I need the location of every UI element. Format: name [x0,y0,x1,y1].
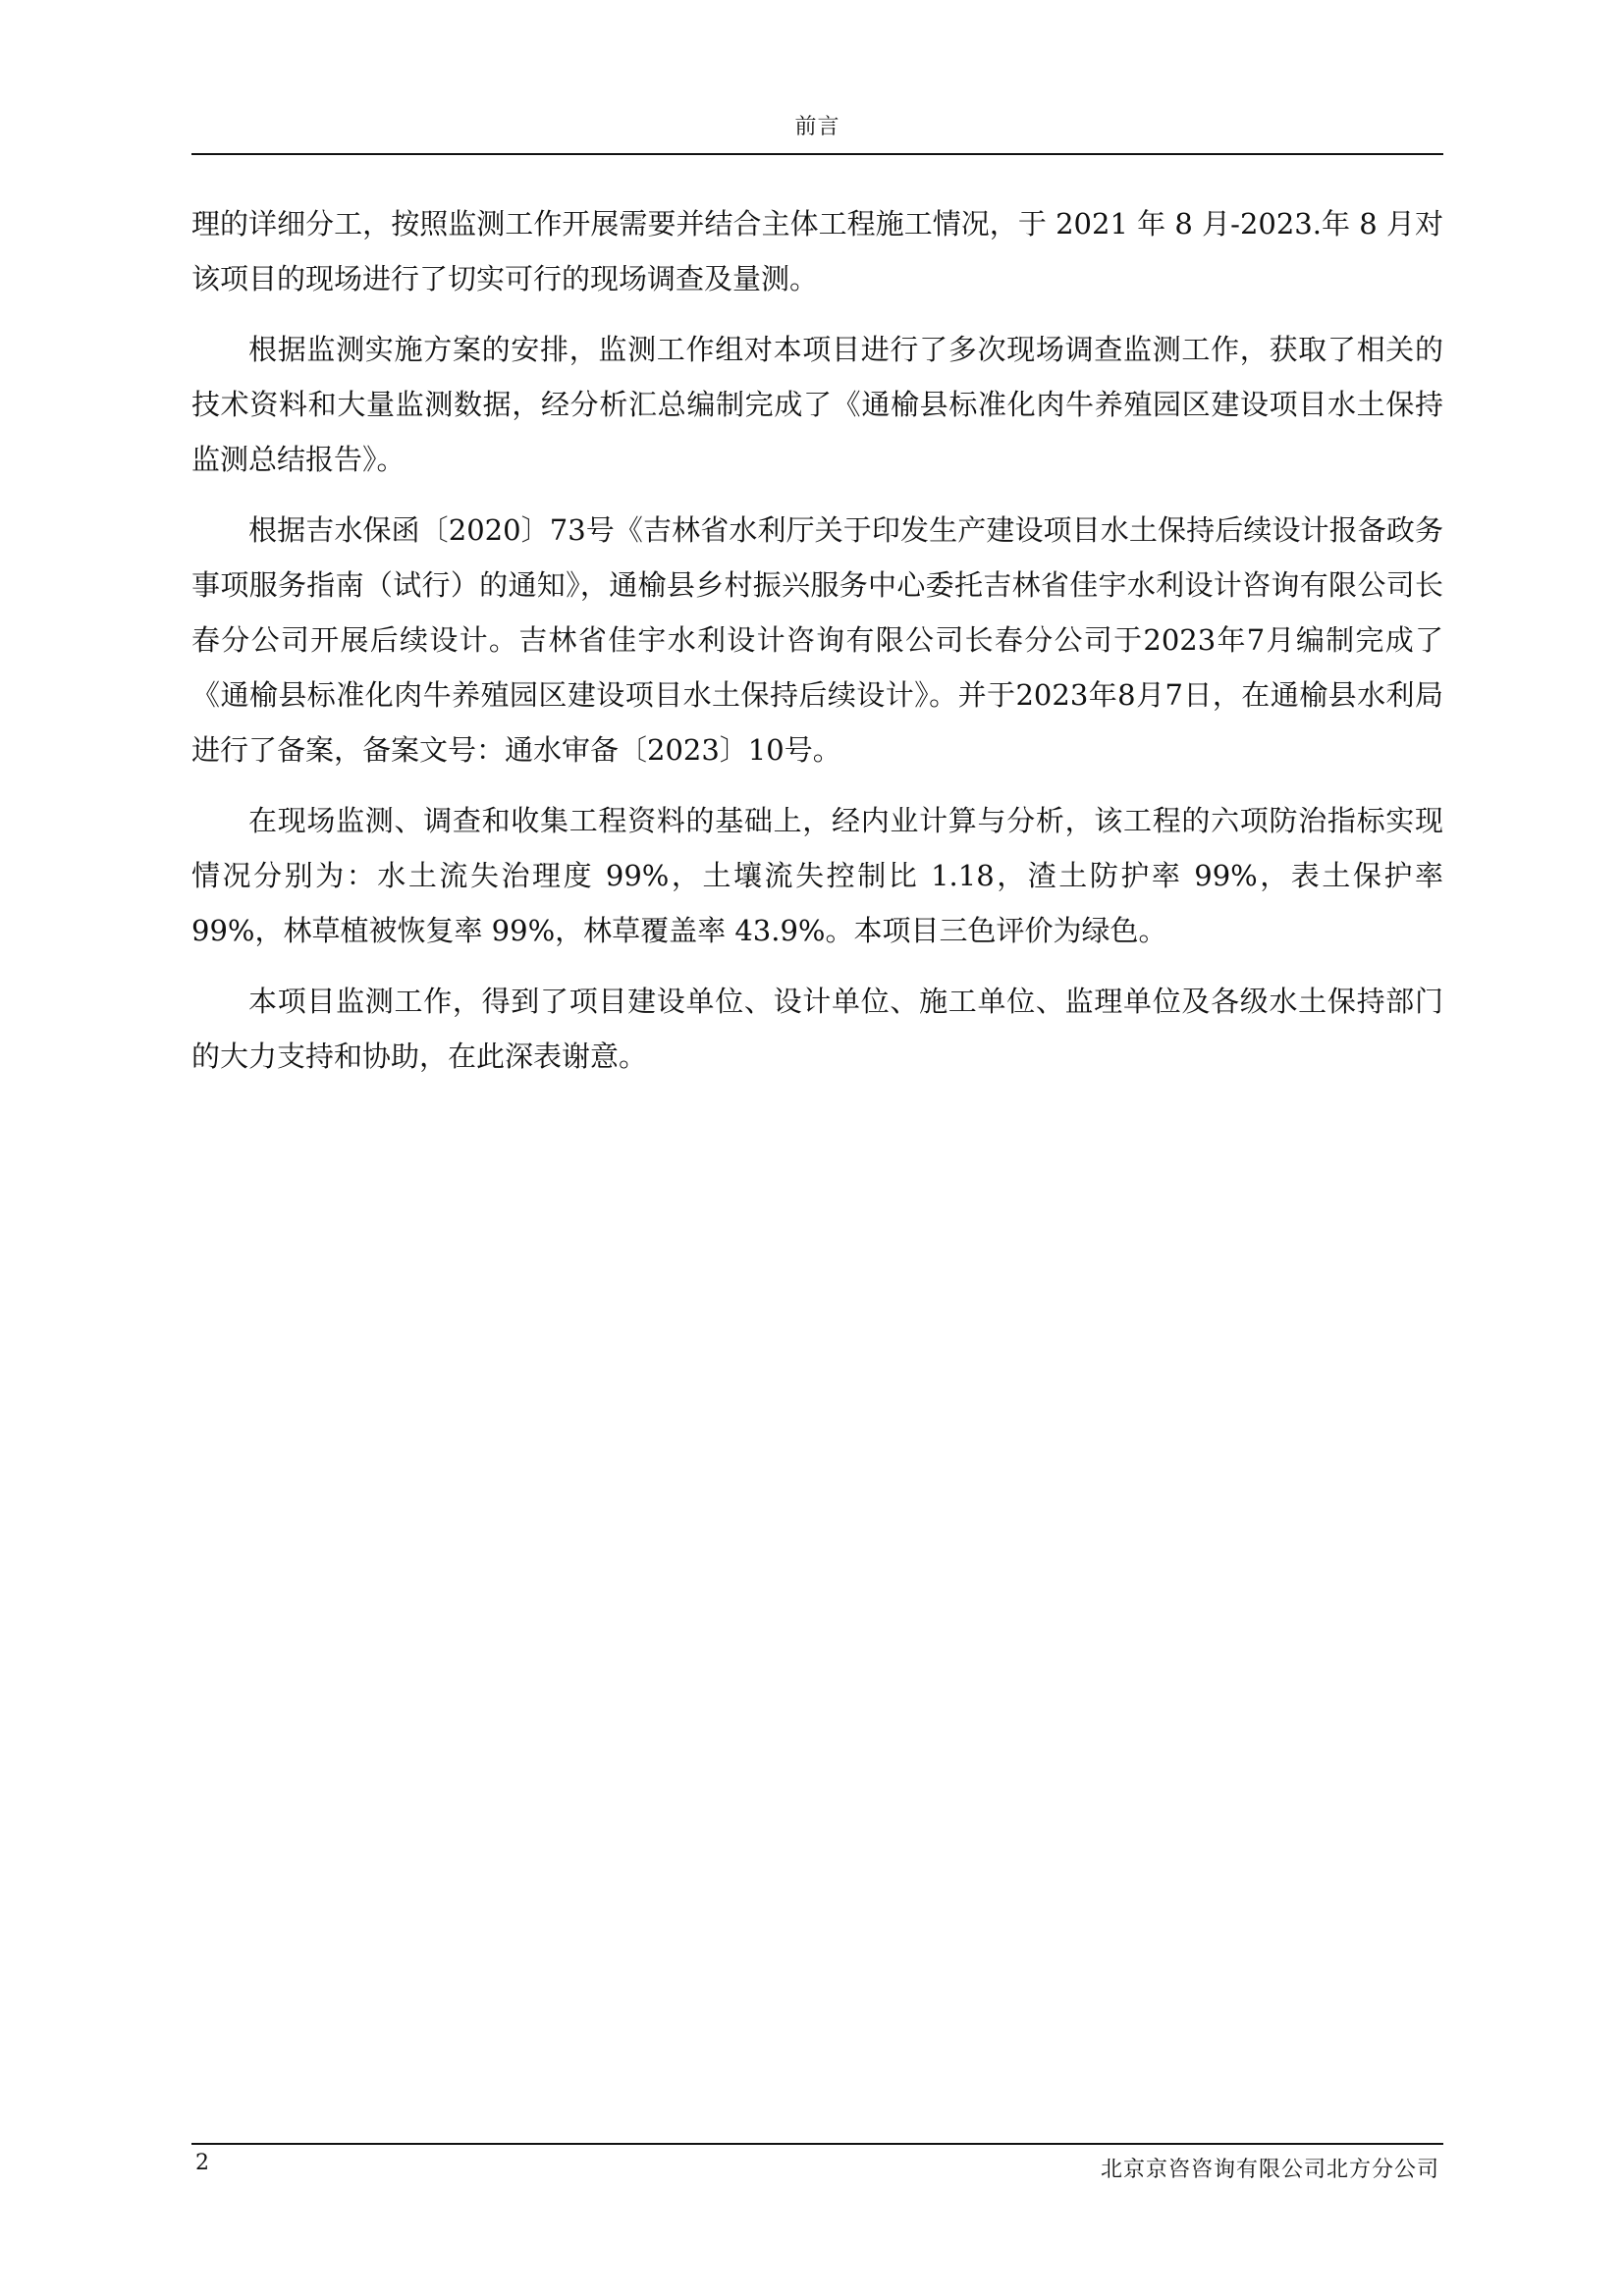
paragraph-acknowledgements: 本项目监测工作，得到了项目建设单位、设计单位、施工单位、监理单位及各级水土保持部门的大力支持和协助，在此深表谢意。 [191,985,1443,1073]
paragraph-continuation: 理的详细分工，按照监测工作开展需要并结合主体工程施工情况，于 2021 年 8 月-2023.年 8 月对该项目的现场进行了切实可行的现场调查及量测。 [191,207,1443,295]
body-text [191,196,1443,1099]
page-footer [191,2143,1443,2184]
paragraph-prevention-indicators: 在现场监测、调查和收集工程资料的基础上，经内业计算与分析，该工程的六项防治指标实现情况分别为：水土流失治理度 99%，土壤流失控制比 1.18，渣土防护率 99%，表土保护率 99%，林草植被恢复率 99%，林草覆盖率 43.9%。本项目三色评价为绿色。 [191,804,1443,947]
page-header [191,108,1443,155]
paragraph-follow-up-design: 根据吉水保函〔2020〕73号《吉林省水利厅关于印发生产建设项目水土保持后续设计报备政务事项服务指南（试行）的通知》，通榆县乡村振兴服务中心委托吉林省佳宇水利设计咨询有限公司长春分公司开展后续设计。吉林省佳宇水利设计咨询有限公司长春分公司于2023年7月编制完成了《通榆县标准化肉牛养殖园区建设项目水土保持后续设计》。并于2023年8月7日，在通榆县水利局进行了备案，备案文号：通水审备〔2023〕10号。 [191,513,1443,767]
header-title: 前言 [794,115,840,139]
page-number: 2 [195,2151,209,2175]
company-name: 北京京咨咨询有限公司北方分公司 [1100,2158,1439,2182]
paragraph-monitoring-work: 根据监测实施方案的安排，监测工作组对本项目进行了多次现场调查监测工作，获取了相关的技术资料和大量监测数据，经分析汇总编制完成了《通榆县标准化肉牛养殖园区建设项目水土保持监测总结报告》。 [191,333,1443,476]
